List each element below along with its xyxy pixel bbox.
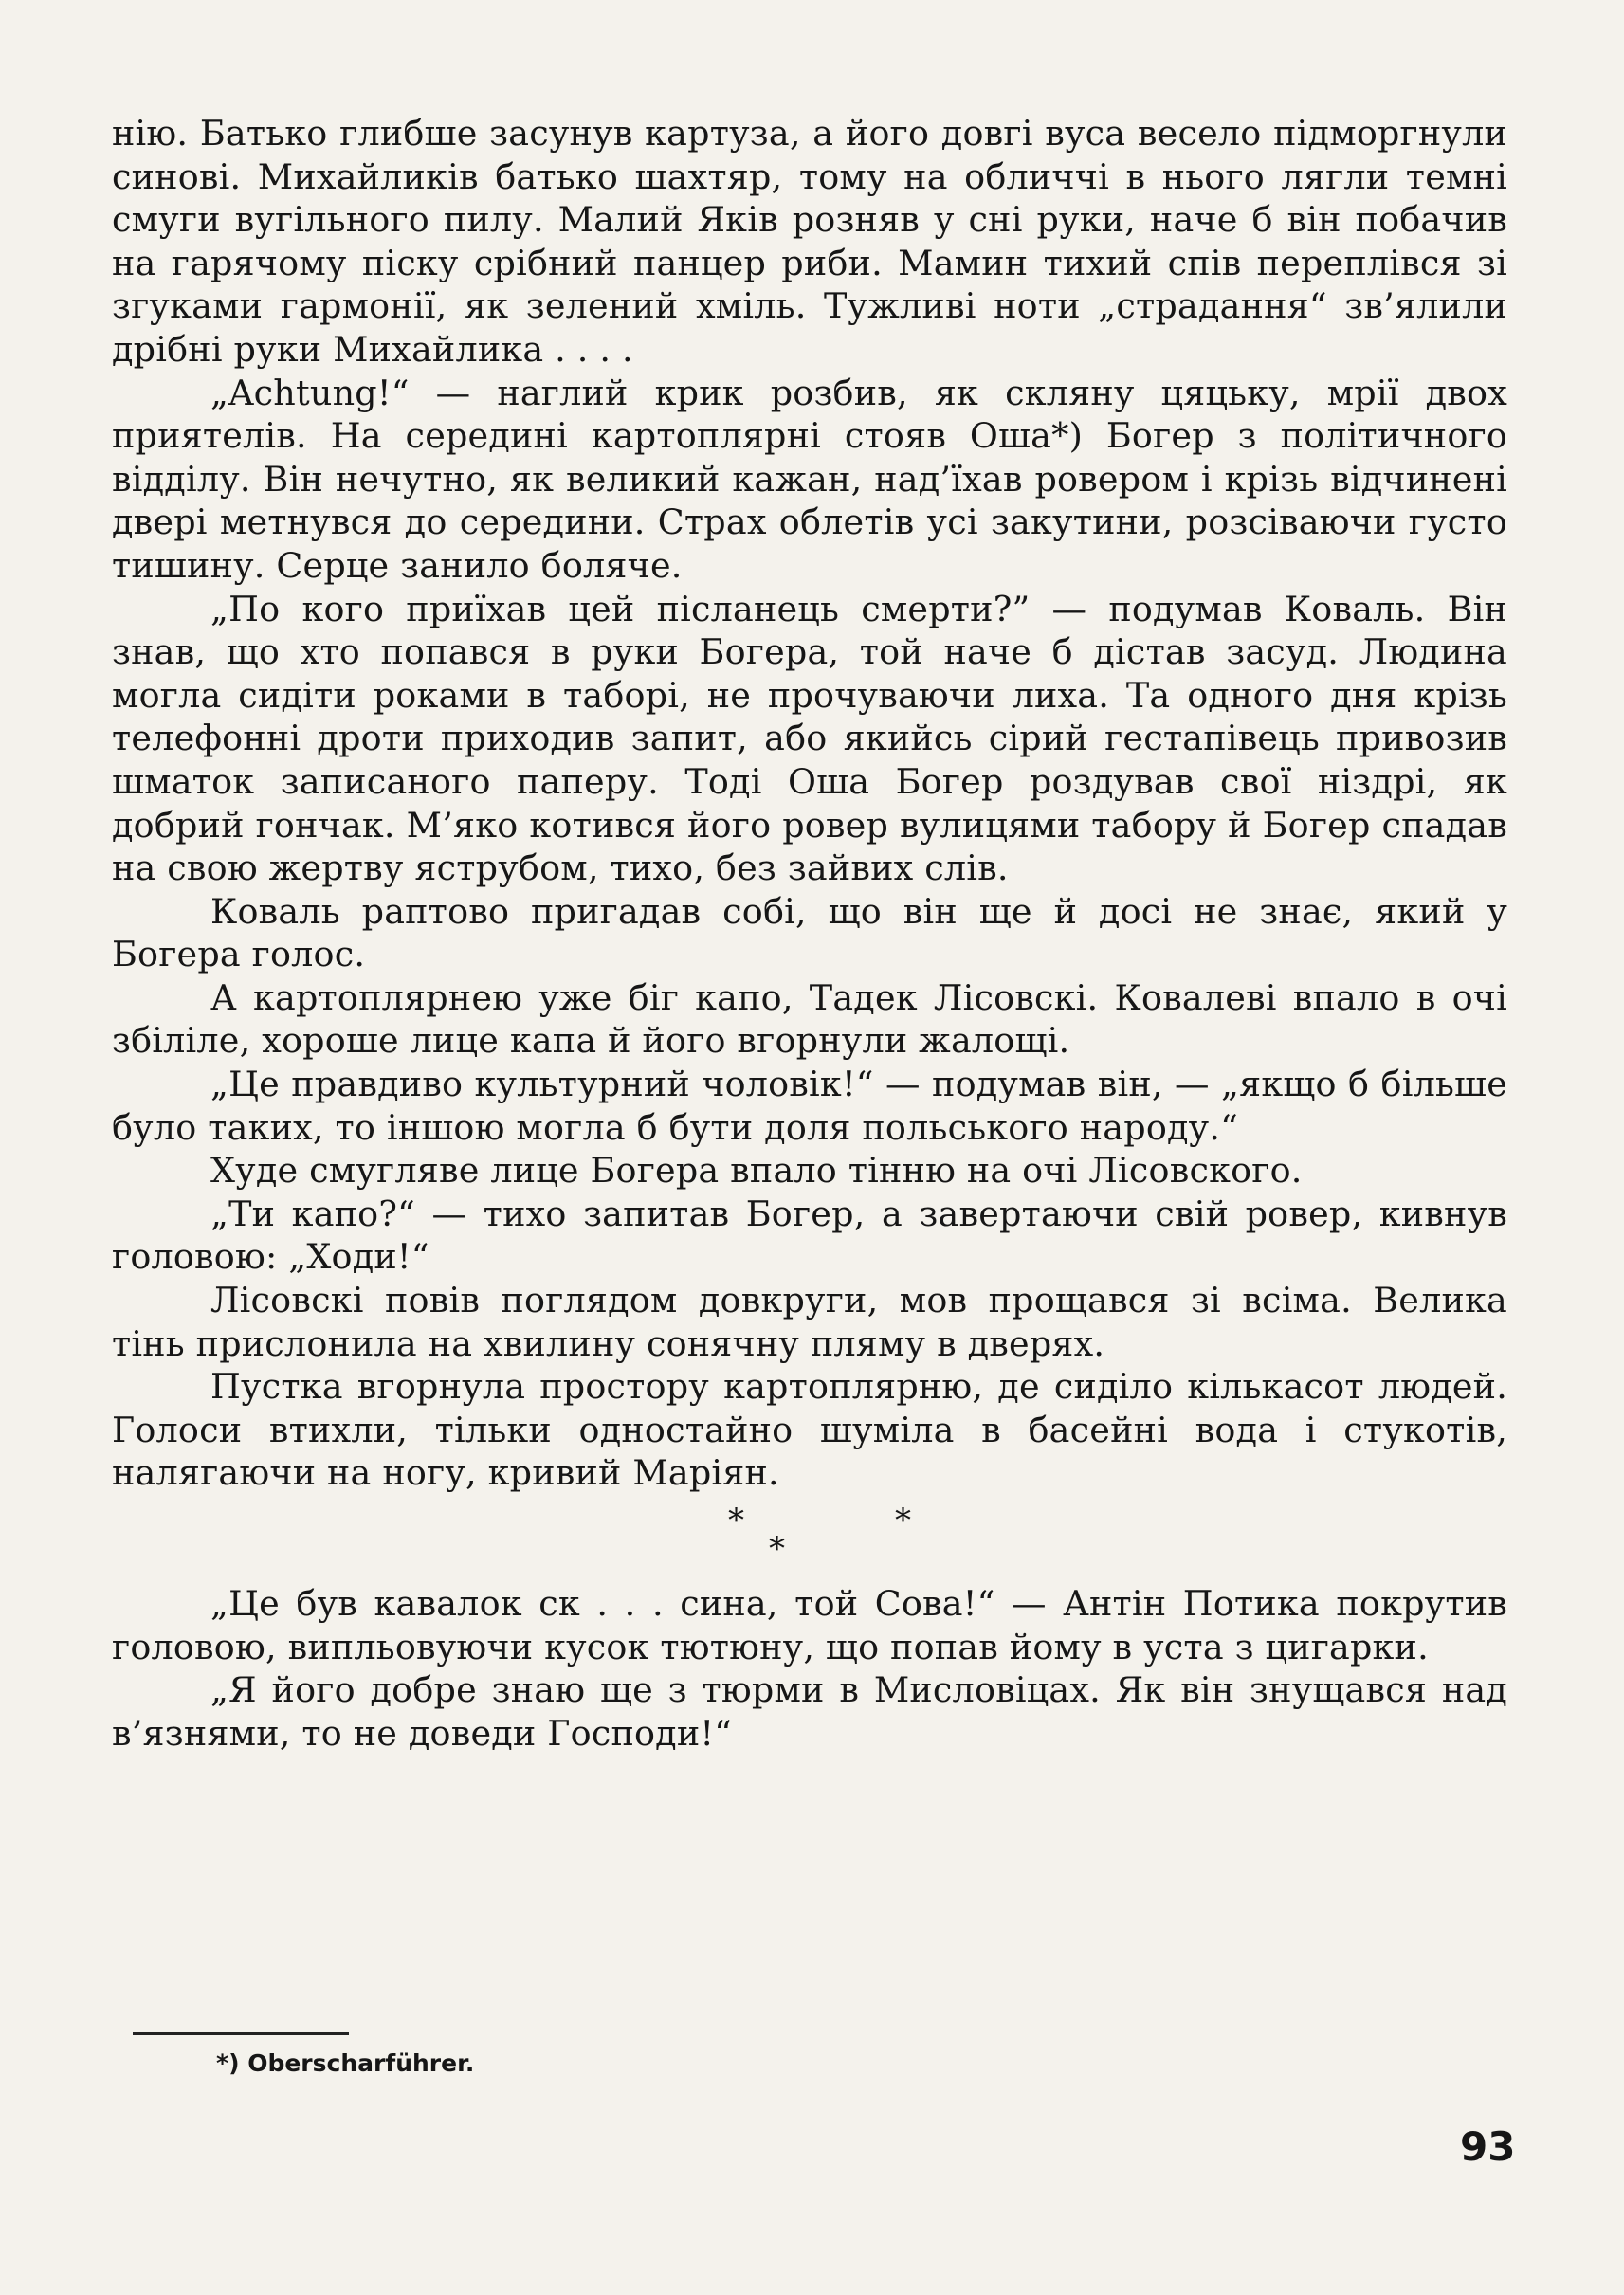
paragraph-10: Пустка вгорнула простору картоплярню, де сиділо кількасот людей. Голоси втихли, тільки одностайно шуміла в басейні вода і стукотів, налягаючи на ногу, кривий Маріян. — [112, 1366, 1507, 1494]
section-separator — [112, 1495, 1507, 1582]
paragraph-11: „Це був кавалок ск . . . сина, той Сова!“ — Антін Потика покрутив головою, випльовуючи кусок тютюну, що попав йому в уста з цигарки. — [112, 1583, 1507, 1667]
paragraph-8: „Ти капо?“ — тихо запитав Богер, а завертаючи свій ровер, кивнув головою: „Ходи!“ — [112, 1193, 1507, 1278]
separator-star: * — [769, 1530, 786, 1568]
paragraph-5: А картоплярнею уже біг капо, Тадек Лісовскі. Ковалеві впало в очі збіліле, хороше лице капа й його вгорнули жалощі. — [112, 976, 1507, 1062]
body-text — [112, 112, 1507, 1755]
paragraph-4: Коваль раптово пригадав собі, що він ще й досі не знає, який у Богера голос. — [112, 890, 1507, 975]
paragraph-12: „Я його добре знаю ще з тюрми в Мисловіцах. Як він знущався над в’язнями, то не доведи Господи!“ — [112, 1669, 1507, 1754]
page-number: 93 — [1460, 2123, 1516, 2170]
paragraph-9: Лісовскі повів поглядом довкруги, мов прощався зі всіма. Велика тінь прислонила на хвилину сонячну пляму в дверях. — [112, 1280, 1507, 1364]
separator-star: * — [728, 1502, 745, 1539]
separator-star: * — [895, 1502, 912, 1539]
footnote-divider — [133, 2032, 349, 2035]
paragraph-6: „Це правдиво культурний чоловік!“ — подумав він, — „якщо б більше було таких, то іншою могла б бути доля польського народу.“ — [112, 1064, 1507, 1148]
footnote: *) Oberscharführer. — [216, 2049, 475, 2077]
paragraph-7: Худе смугляве лице Богера впало тінню на очі Лісовского. — [210, 1150, 1303, 1192]
paragraph-2: „Achtung!“ — наглий крик розбив, як скляну цяцьку, мрії двох приятелів. На середині картоплярні стояв Оша*) Богер з політичного відділу. Він нечутно, як великий кажан, над’їхав ровером і крізь відчинені двері метнувся до середини. Страх облетів усі закутини, розсіваючи густо тишину. Серце занило боляче. — [112, 372, 1507, 586]
paragraph-1: нію. Батько глибше засунув картуза, а його довгі вуса весело підморгнули синові. Михайликів батько шахтяр, тому на обличчі в нього лягли темні смуги вугільного пилу. Малий Яків розняв у сні руки, наче б він побачив на гарячому піску срібний панцер риби. Мамин тихий спів переплівся зі згуками гармонії, як зелений хміль. Тужливі ноти „страдання“ зв’ялили дрібні руки Михайлика . . . . — [112, 113, 1507, 370]
paragraph-3: „По кого приїхав цей післанець смерти?” — подумав Коваль. Він знав, що хто попався в руки Богера, той наче б дістав засуд. Людина могла сидіти роками в таборі, не прочуваючи лиха. Та одного дня крізь телефонні дроти приходив запит, або якийсь сірий гестапівець привозив шматок записаного паперу. Тоді Оша Богер роздував свої ніздрі, як добрий гончак. М’яко котився його ровер вулицями табору й Богер спадав на свою жертву яструбом, тихо, без зайвих слів. — [112, 588, 1507, 889]
